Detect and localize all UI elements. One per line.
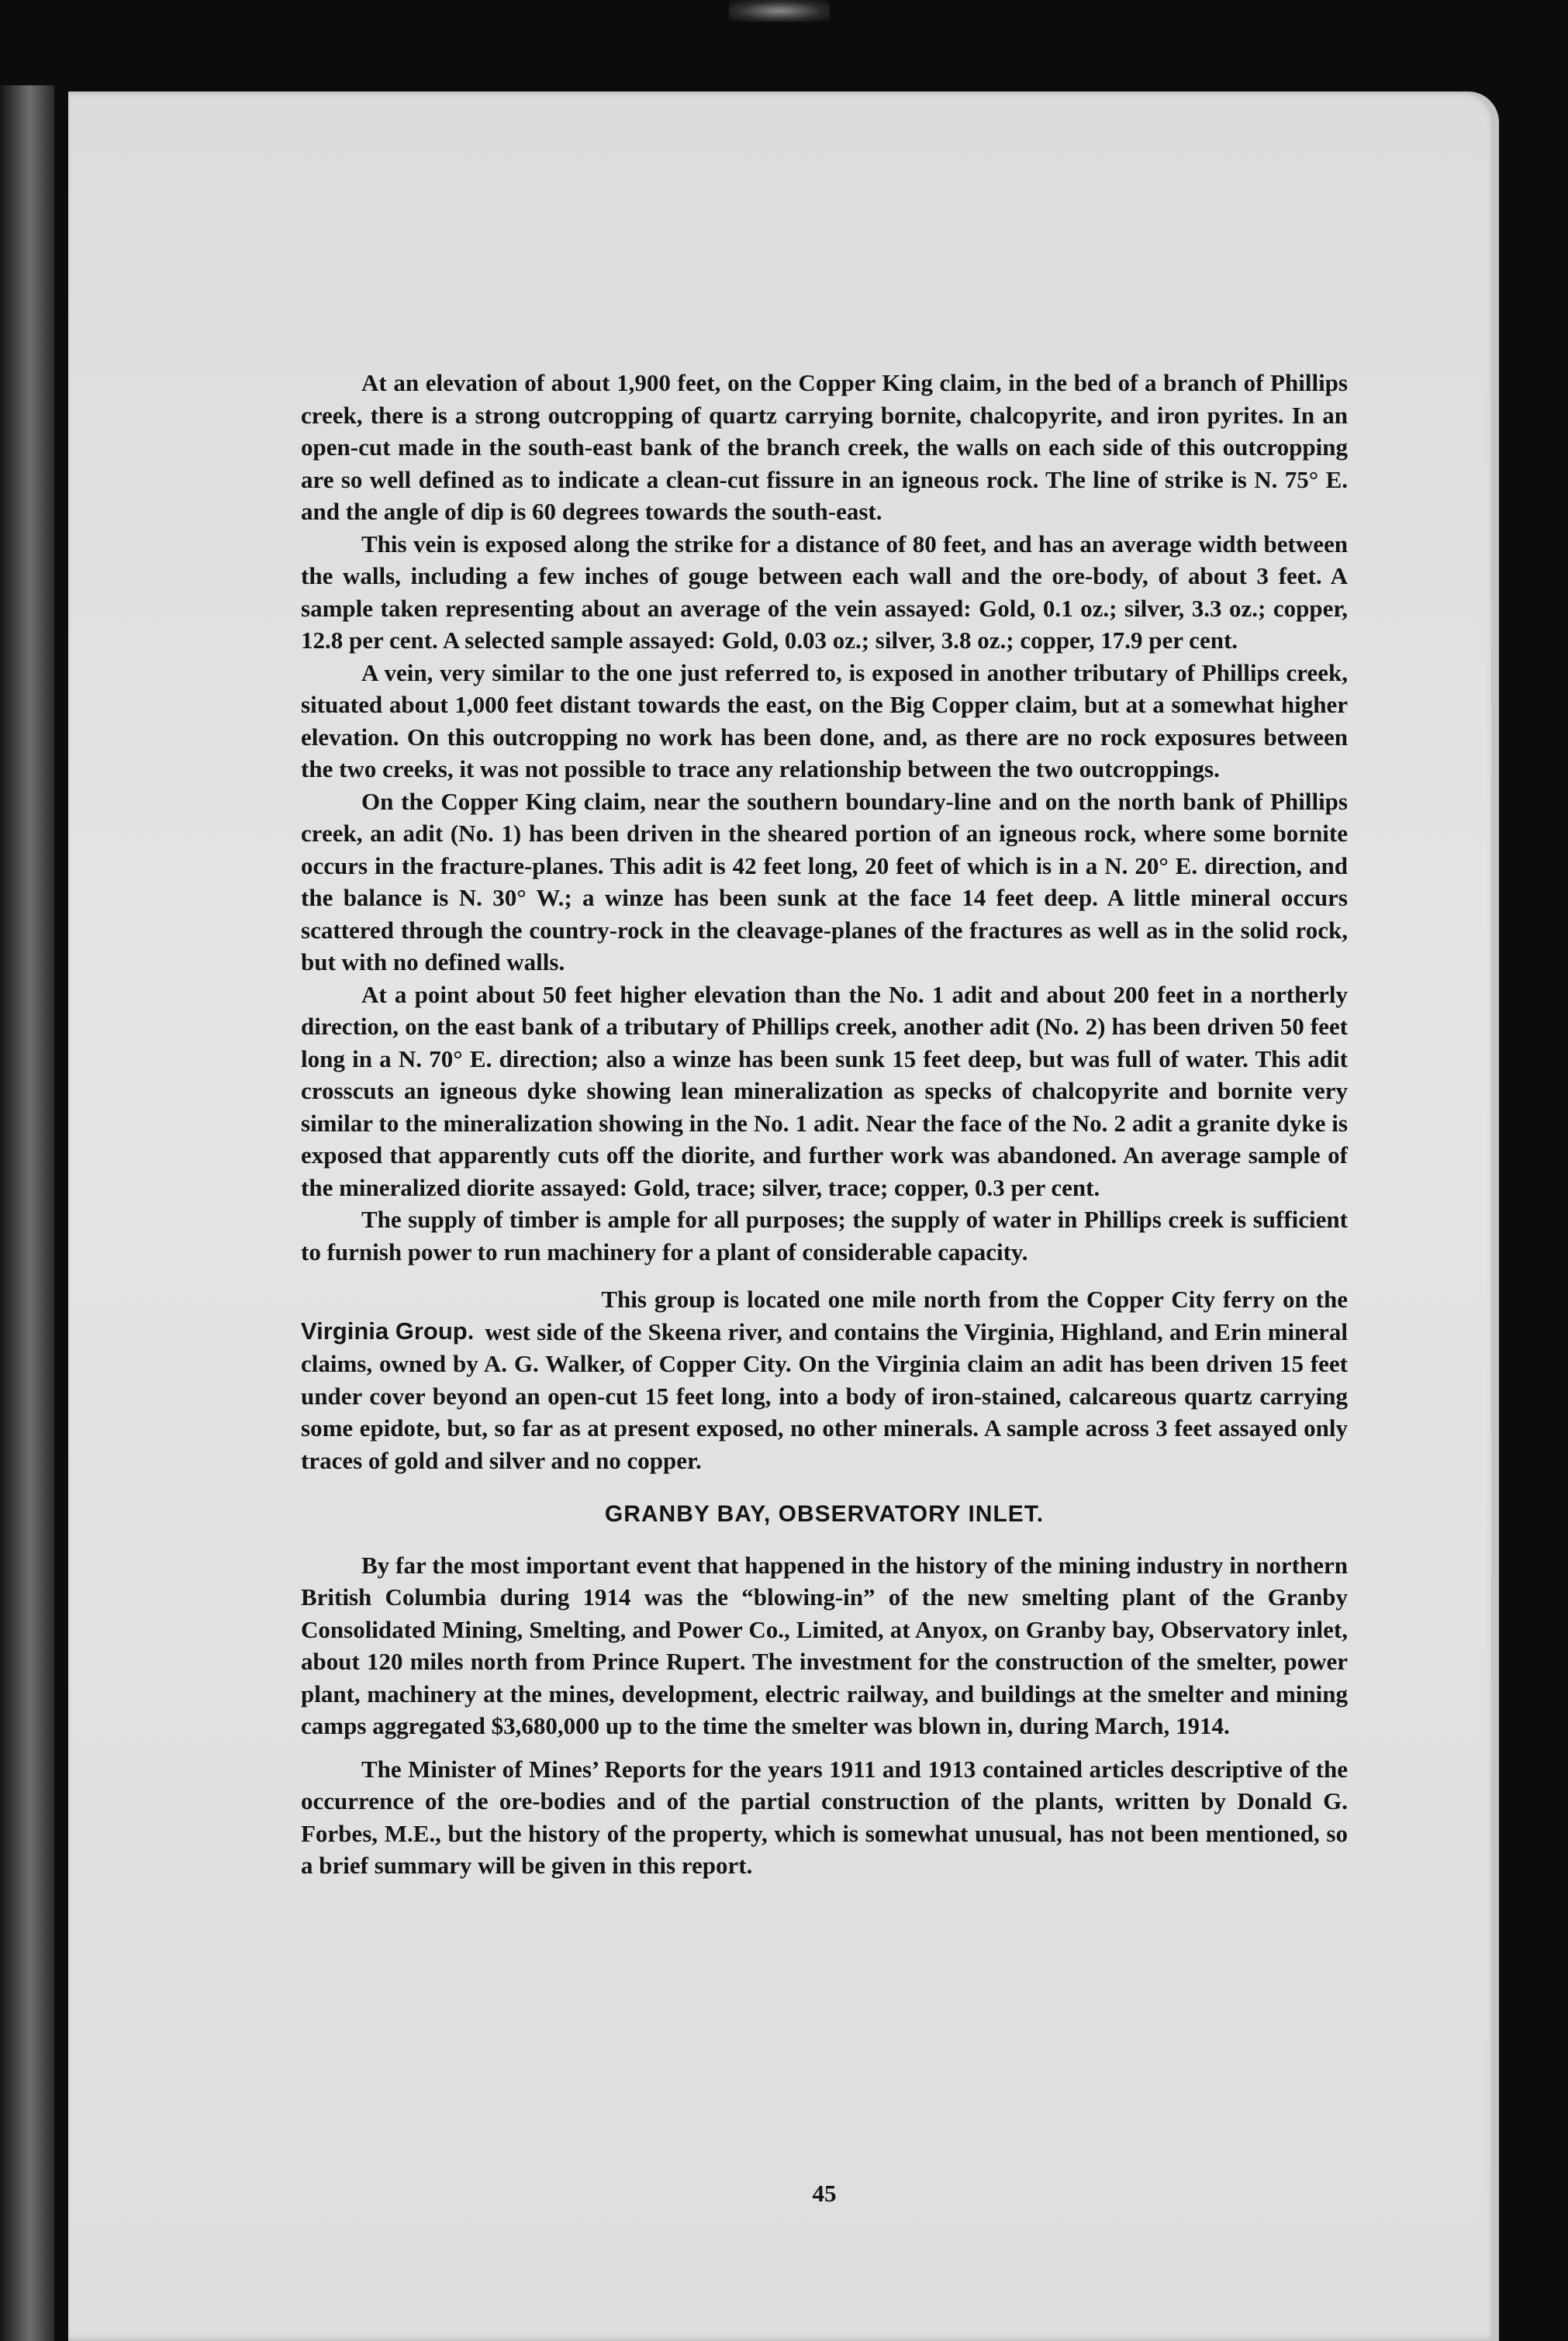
section-heading-granby-bay: GRANBY BAY, OBSERVATORY INLET.	[604, 1501, 1045, 1527]
page-number: 45	[812, 2180, 837, 2207]
paragraph-big-copper: A vein, very similar to the one just referred to, is exposed in another tributary of Phillips creek, situated about 1,000 feet distant towards the east, on the Big Copper claim, but at a somewhat higher elevation. On this outcropping no work has been done, and, as there are no rock exposures between the two creeks, it was not possible to trace any relationship between the two outcroppings.	[301, 658, 1348, 782]
scan-artifact	[729, 0, 830, 22]
paragraph-adit-no1: On the Copper King claim, near the southern boundary-line and on the north bank of Phillips creek, an adit (No. 1) has been driven in the sheared portion of an igneous rock, where some bornite occurs in the fracture-planes. This adit is 42 feet long, 20 feet of which is in a N. 20° E. direction, and the balance is N. 30° W.; a winze has been sunk at the face 14 feet deep. A little mineral occurs scattered through the country-rock in the cleavage-planes of the fractures as well as in the solid rock, but with no defined walls.	[301, 787, 1348, 975]
paragraph-ministers-reports: The Minister of Mines’ Reports for the years 1911 and 1913 contained articles descriptive of the occurrence of the ore-bodies and of the partial construction of the plants, written by Donald G. Forbes, M.E., but the history of the property, which is somewhat unusual, has not been mentioned, so a brief summary will be given in this report.	[301, 1755, 1348, 1879]
paragraph-virginia-group: This group is located one mile north from the Copper City ferry on the west side of the Skeena river, and contains the Virginia, Highland, and Erin mineral claims, owned by A. G. Walker, of Copper City. On the Virginia claim an adit has been driven 15 feet under cover beyond an open-cut 15 feet long, into a body of iron-stained, calcareous quartz carrying some epidote, but, so far as at present exposed, no other minerals. A sample across 3 feet assayed only traces of gold and silver and no copper.	[301, 1286, 1348, 1474]
paragraph-timber-water: The supply of timber is ample for all purposes; the supply of water in Phillips creek is sufficient to furnish power to run machinery for a plant of considerable capacity.	[301, 1206, 1348, 1265]
page-body	[301, 367, 1348, 2207]
paragraph-granby-smelter: By far the most important event that happened in the history of the mining industry in northern British Columbia during 1914 was the “blowing-in” of the new smelting plant of the Granby Consolidated Mining, Smelting, and Power Co., Limited, at Anyox, on Granby bay, Observatory inlet, about 120 miles north from Prince Rupert. The investment for the construction of the smelter, power plant, machinery at the mines, development, electric railway, and buildings at the smelter and mining camps aggregated $3,680,000 up to the time the smelter was blown in, during March, 1914.	[301, 1551, 1348, 1739]
book-page	[68, 91, 1499, 2341]
paragraph-adit-no2: At a point about 50 feet higher elevation than the No. 1 adit and about 200 feet in a northerly direction, on the east bank of a tributary of Phillips creek, another adit (No. 2) has been driven 50 feet long in a N. 70° E. direction; also a winze has been sunk 15 feet deep, but was full of water. This adit crosscuts an igneous dyke showing lean mineralization as specks of chalcopyrite and bornite very similar to the mineralization showing in the No. 1 adit. Near the face of the No. 2 adit a granite dyke is exposed that apparently cuts off the diorite, and further work was abandoned. An average sample of the mineralized diorite assayed: Gold, trace; silver, trace; copper, 0.3 per cent.	[301, 980, 1348, 1201]
virginia-group-sidehead: Virginia Group.	[301, 1317, 475, 1345]
paragraph-vein-exposure: This vein is exposed along the strike for a distance of 80 feet, and has an average width between the walls, including a few inches of gouge between each wall and the ore-body, of about 3 feet. A sample taken representing about an average of the vein assayed: Gold, 0.1 oz.; silver, 3.3 oz.; copper, 12.8 per cent. A selected sample assayed: Gold, 0.03 oz.; silver, 3.8 oz.; copper, 17.9 per cent.	[301, 530, 1348, 654]
paragraph-copper-king-outcrop: At an elevation of about 1,900 feet, on the Copper King claim, in the bed of a branch of Phillips creek, there is a strong outcropping of quartz carrying bornite, chalcopyrite, and iron pyrites. In an open-cut made in the south-east bank of the branch creek, the walls on each side of this outcropping are so well defined as to indicate a clean-cut fissure in an igneous rock. The line of strike is N. 75° E. and the angle of dip is 60 degrees towards the south-east.	[301, 369, 1348, 525]
book-spine	[0, 85, 54, 2341]
virginia-group-section	[301, 1283, 1348, 1476]
